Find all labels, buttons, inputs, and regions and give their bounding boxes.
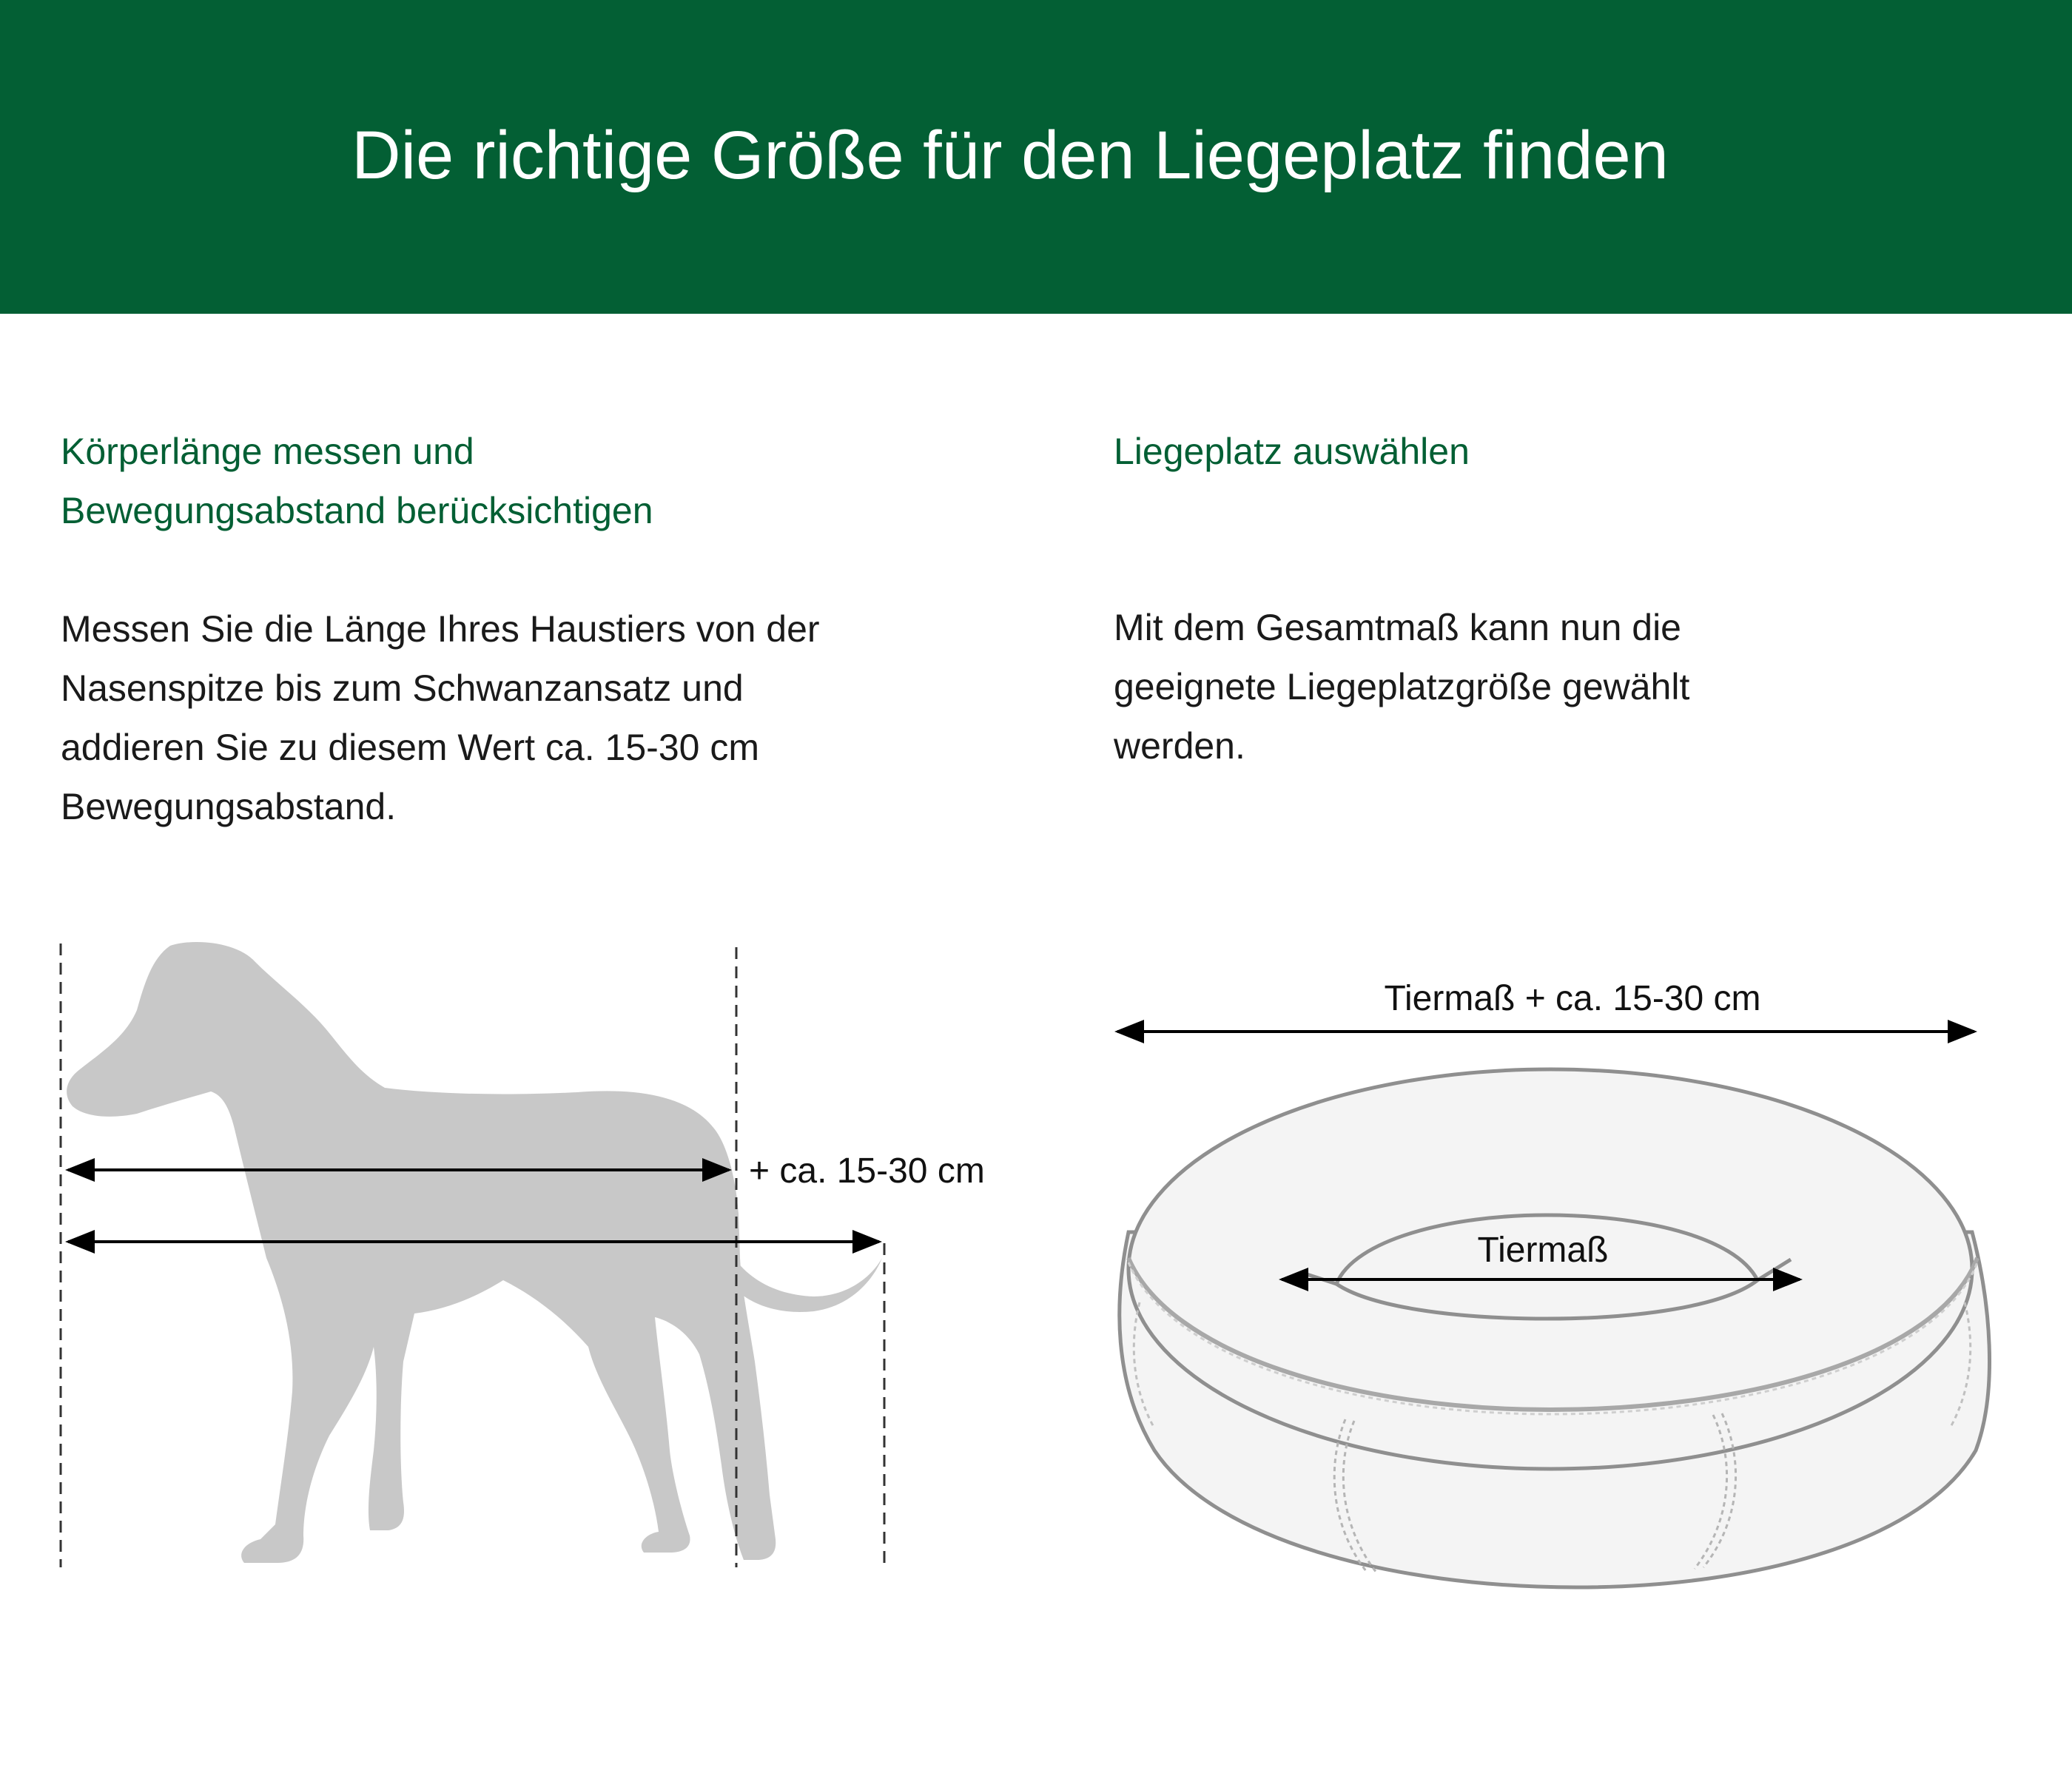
right-body-line-3: werden. (1114, 725, 1245, 767)
left-body-text (61, 599, 820, 836)
dog-silhouette-icon (67, 942, 882, 1563)
dog-measurement-figure (0, 888, 1036, 1628)
bed-measurement-figure (1073, 947, 2035, 1613)
left-heading-line-2: Bewegungsabstand berücksichtigen (61, 490, 653, 531)
right-body-text (1114, 598, 1689, 776)
page-title: Die richtige Größe für den Liegeplatz finden (352, 118, 1669, 193)
inner-size-label: Tiermaß (1477, 1231, 1609, 1270)
right-body-line-1: Mit dem Gesamtmaß kann nun die (1114, 607, 1681, 648)
extra-distance-label: + ca. 15-30 cm (749, 1151, 985, 1191)
left-heading-line-1: Körperlänge messen und (61, 431, 474, 472)
right-heading-line-1: Liegeplatz auswählen (1114, 431, 1470, 472)
left-body-line-2: Nasenspitze bis zum Schwanzansatz und (61, 667, 744, 709)
right-body-line-2: geeignete Liegeplatzgröße gewählt (1114, 666, 1690, 707)
right-heading (1114, 422, 1470, 481)
outer-size-label: Tiermaß + ca. 15-30 cm (1384, 979, 1761, 1018)
left-heading (61, 422, 653, 540)
header-banner (0, 0, 2072, 314)
left-body-line-3: addieren Sie zu diesem Wert ca. 15-30 cm (61, 727, 759, 768)
left-body-line-4: Bewegungsabstand. (61, 786, 397, 827)
left-body-line-1: Messen Sie die Länge Ihres Haustiers von der (61, 608, 820, 650)
dog-bed-icon (1120, 1069, 1990, 1587)
